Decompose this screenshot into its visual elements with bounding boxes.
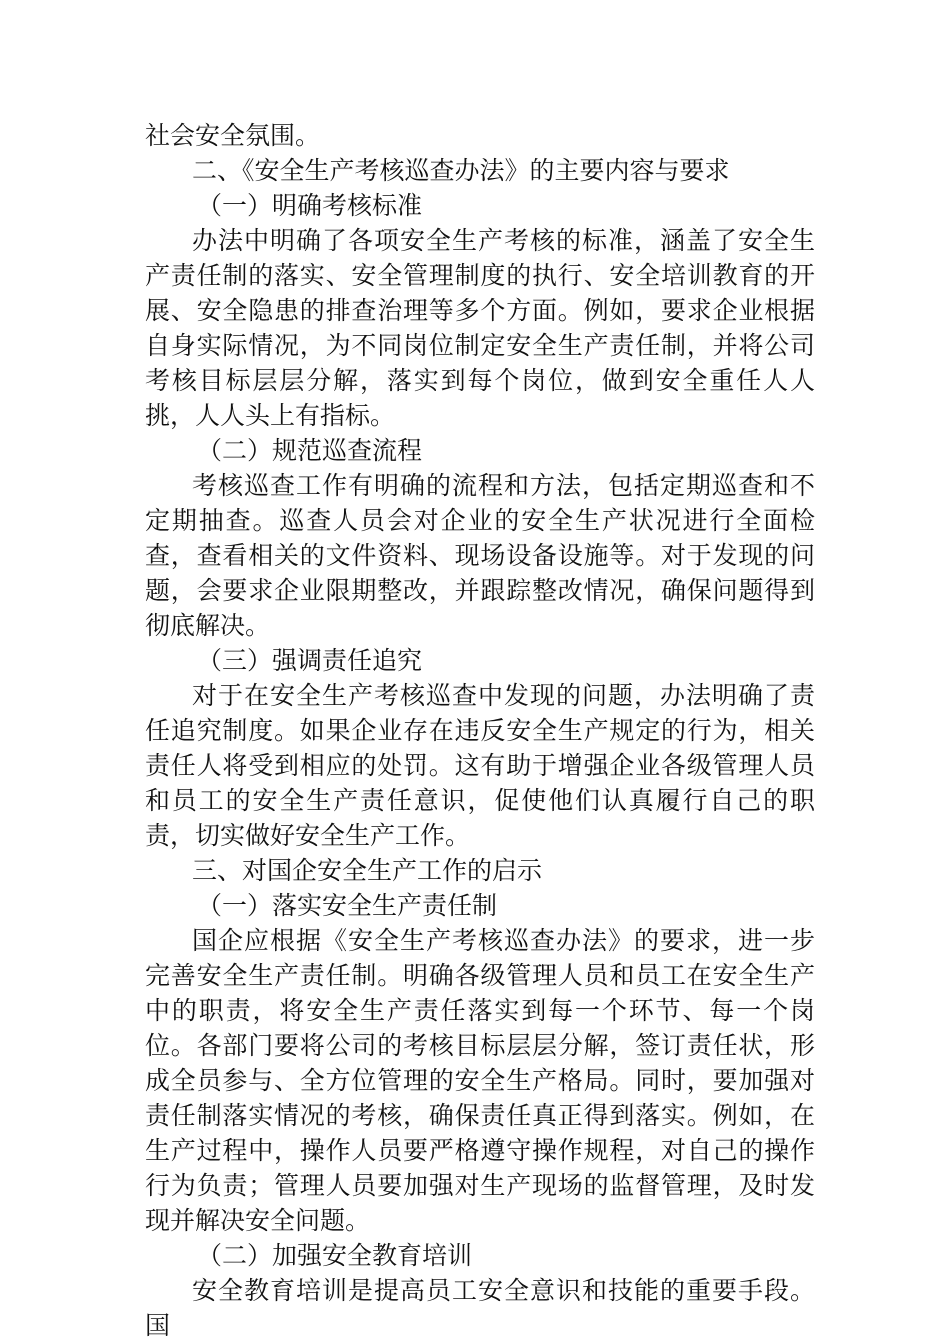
paragraph-continuation: 社会安全氛围。 bbox=[145, 121, 321, 150]
body-paragraph: 安全教育培训是提高员工安全意识和技能的重要手段。国 bbox=[145, 1276, 815, 1340]
body-paragraph: 国企应根据《安全生产考核巡查办法》的要求，进一步完善安全生产责任制。明确各级管理人员和员工在安全生产中的职责，将安全生产责任落实到每一个环节、每一个岗位。各部门要将公司的考核目标层层分解，签订责任状，形成全员参与、全方位管理的安全生产格局。同时，要加强对责任制落实情况的考核，确保责任真正得到落实。例如，在生产过程中，操作人员要严格遵守操作规程，对自己的操作行为负责；管理人员要加强对生产现场的监督管理，及时发现并解决安全问题。 bbox=[145, 926, 815, 1235]
section-heading: 三、对国企安全生产工作的启示 bbox=[192, 856, 543, 885]
subsection-heading: （二）加强安全教育培训 bbox=[197, 1241, 473, 1270]
subsection-heading: （二）规范巡查流程 bbox=[197, 436, 423, 465]
body-paragraph: 办法中明确了各项安全生产考核的标准，涵盖了安全生产责任制的落实、安全管理制度的执行、安全培训教育的开展、安全隐患的排查治理等多个方面。例如，要求企业根据自身实际情况，为不同岗位制定安全生产责任制，并将公司考核目标层层分解，落实到每个岗位，做到安全重任人人挑，人人头上有指标。 bbox=[145, 226, 815, 430]
section-heading: 二、《安全生产考核巡查办法》的主要内容与要求 bbox=[192, 156, 730, 185]
subsection-heading: （三）强调责任追究 bbox=[197, 646, 423, 675]
body-paragraph: 考核巡查工作有明确的流程和方法，包括定期巡查和不定期抽查。巡查人员会对企业的安全生产状况进行全面检查，查看相关的文件资料、现场设备设施等。对于发现的问题，会要求企业限期整改，并跟踪整改情况，确保问题得到彻底解决。 bbox=[145, 471, 815, 640]
subsection-heading: （一）明确考核标准 bbox=[197, 191, 423, 220]
document-body bbox=[145, 118, 815, 1343]
body-paragraph: 对于在安全生产考核巡查中发现的问题，办法明确了责任追究制度。如果企业存在违反安全生产规定的行为，相关责任人将受到相应的处罚。这有助于增强企业各级管理人员和员工的安全生产责任意识，促使他们认真履行自己的职责，切实做好安全生产工作。 bbox=[145, 681, 815, 850]
subsection-heading: （一）落实安全生产责任制 bbox=[197, 891, 498, 920]
